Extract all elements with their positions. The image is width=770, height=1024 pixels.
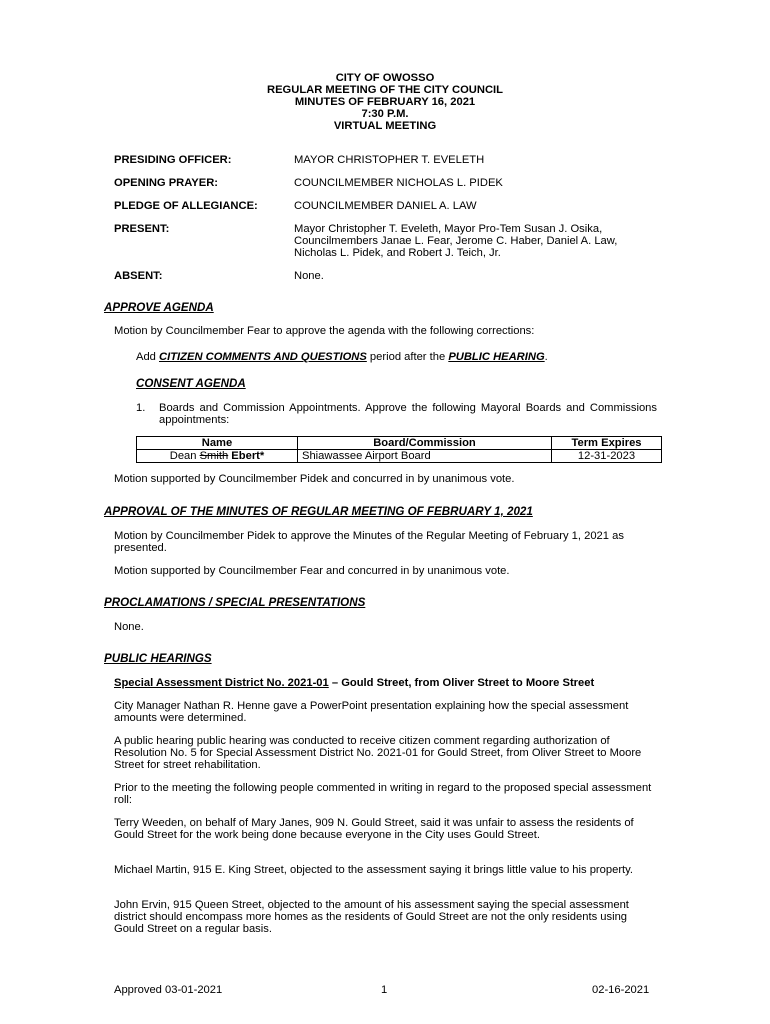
footer-page-number: 1 [381, 984, 388, 996]
item-text: Boards and Commission Appointments. Approve the following Mayoral Boards and Commissions appointments: [159, 402, 657, 426]
agenda-supported: Motion supported by Councilmember Pidek and concurred in by unanimous vote. [114, 473, 515, 485]
appointments-table [136, 436, 662, 463]
approve-agenda-heading: APPROVE AGENDA [104, 301, 214, 314]
pledge-label: PLEDGE OF ALLEGIANCE: [114, 200, 258, 212]
minutes-supported: Motion supported by Councilmember Fear and concurred in by unanimous vote. [114, 565, 510, 577]
hearing-p3: Prior to the meeting the following people commented in writing in regard to the proposed special assessment roll: [114, 782, 652, 806]
present-value: Mayor Christopher T. Eveleth, Mayor Pro-Tem Susan J. Osika, Councilmembers Janae L. Fear, Jerome C. Haber, Daniel A. Law, Nicholas L. Pidek, and Robert J. Teich, Jr. [294, 223, 618, 259]
appointee-term: 12-31-2023 [552, 450, 662, 463]
hearing-location: – Gould Street, from Oliver Street to Moore Street [328, 677, 595, 689]
hearing-p2: A public hearing public hearing was conducted to receive citizen comment regarding authorization of Resolution No. 5 for Special Assessment District No. 2021-01 for Gould Street, from Oliver Street to Moore Street for street rehabilitation. [114, 735, 642, 771]
col-name-header: Name [137, 437, 298, 450]
hearing-p4: Terry Weeden, on behalf of Mary Janes, 909 N. Gould Street, said it was unfair to assess the residents of Gould Street for the work being done because everyone in the City uses Gould Street. [114, 817, 634, 841]
correction-suffix: . [544, 351, 548, 363]
hearing-p6: John Ervin, 915 Queen Street, objected to the amount of his assessment saying the special assessment district should encompass more homes as the residents of Gould Street are not the only residents using Gould Street on a regular basis. [114, 899, 629, 935]
header-meeting: REGULAR MEETING OF THE CITY COUNCIL [267, 84, 503, 96]
absent-value: None. [294, 270, 324, 282]
header-city: CITY OF OWOSSO [335, 72, 435, 84]
hearing-district: Special Assessment District No. 2021-01 [114, 677, 329, 689]
presiding-value: MAYOR CHRISTOPHER T. EVELETH [294, 154, 485, 166]
name-added: Ebert* [228, 450, 265, 462]
consent-agenda-heading: CONSENT AGENDA [136, 377, 246, 390]
approve-agenda-motion: Motion by Councilmember Fear to approve the agenda with the following corrections: [114, 325, 535, 337]
hearing-subheading [114, 677, 594, 690]
correction-prefix: Add [136, 351, 160, 363]
proclamations-heading: PROCLAMATIONS / SPECIAL PRESENTATIONS [104, 596, 366, 609]
absent-label: ABSENT: [114, 270, 163, 282]
header-time: 7:30 P.M. [361, 108, 409, 120]
proclamations-text: None. [114, 621, 144, 633]
correction-item: CITIZEN COMMENTS AND QUESTIONS [159, 351, 367, 363]
table-row [137, 450, 662, 463]
appointee-board: Shiawassee Airport Board [298, 450, 552, 463]
table-header-row [137, 437, 662, 450]
present-label: PRESENT: [114, 223, 170, 235]
public-hearings-heading: PUBLIC HEARINGS [104, 652, 212, 665]
agenda-correction [136, 351, 548, 364]
footer-date: 02-16-2021 [592, 984, 650, 996]
item-number: 1. [136, 402, 146, 414]
appointee-name [137, 450, 298, 463]
correction-target: PUBLIC HEARING [448, 351, 545, 363]
name-struck: Smith [199, 450, 229, 462]
presiding-label: PRESIDING OFFICER: [114, 154, 232, 166]
name-first: Dean [169, 450, 200, 462]
minutes-motion: Motion by Councilmember Pidek to approve the Minutes of the Regular Meeting of February 1, 2021 as presented. [114, 530, 624, 554]
minutes-heading: APPROVAL OF THE MINUTES OF REGULAR MEETING OF FEBRUARY 1, 2021 [104, 505, 533, 518]
hearing-p1: City Manager Nathan R. Henne gave a PowerPoint presentation explaining how the special assessment amounts were determined. [114, 700, 629, 724]
prayer-value: COUNCILMEMBER NICHOLAS L. PIDEK [294, 177, 503, 189]
header-virtual: VIRTUAL MEETING [333, 120, 437, 132]
header-minutes: MINUTES OF FEBRUARY 16, 2021 [294, 96, 476, 108]
prayer-label: OPENING PRAYER: [114, 177, 219, 189]
correction-middle: period after the [366, 351, 449, 363]
pledge-value: COUNCILMEMBER DANIEL A. LAW [294, 200, 477, 212]
hearing-p5: Michael Martin, 915 E. King Street, objected to the assessment saying it brings little value to his property. [114, 864, 634, 876]
col-board-header: Board/Commission [298, 437, 552, 450]
footer-approved: Approved 03-01-2021 [114, 984, 223, 996]
col-term-header: Term Expires [552, 437, 662, 450]
